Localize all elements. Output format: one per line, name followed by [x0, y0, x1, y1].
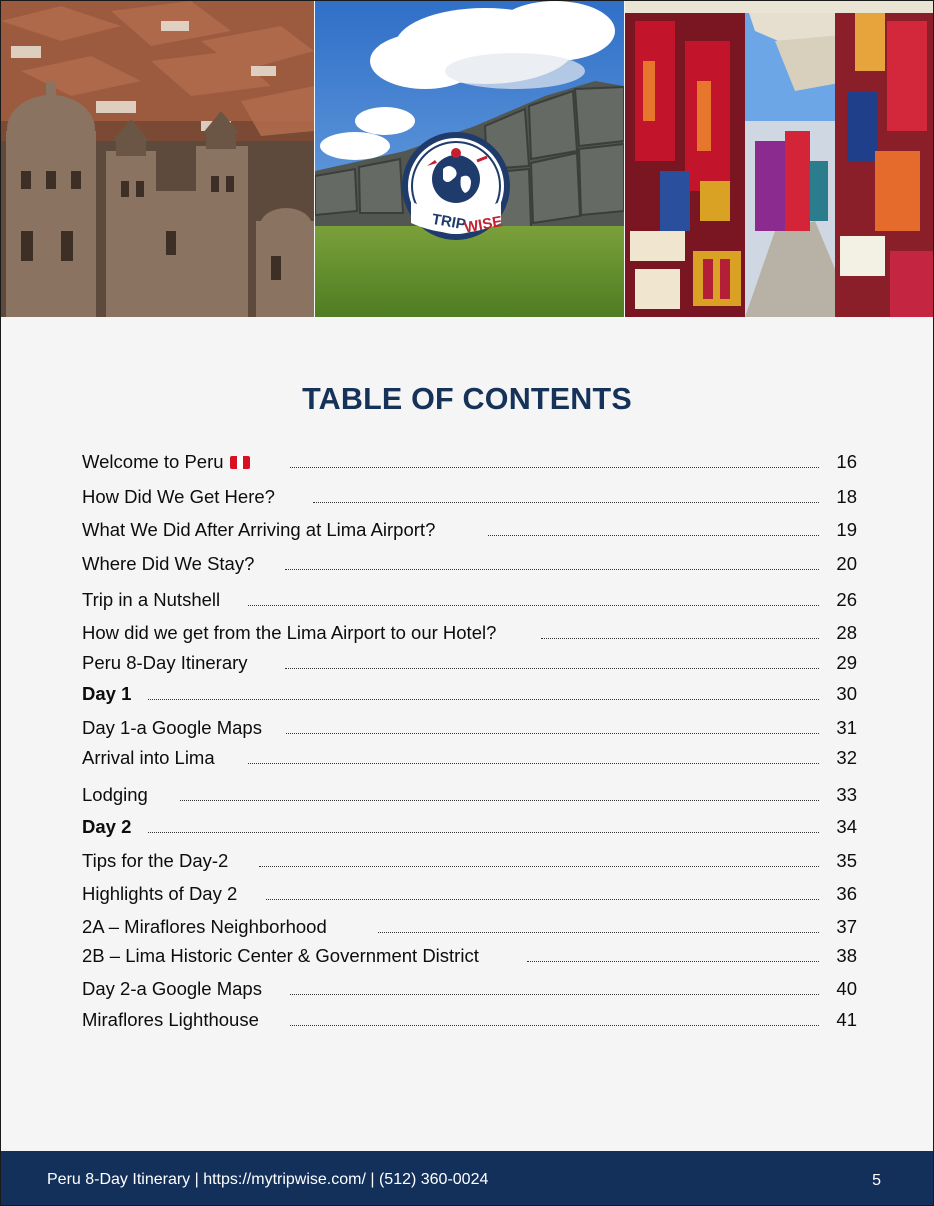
toc-entry[interactable]	[82, 715, 857, 739]
toc-entry-label: Where Did We Stay?	[82, 553, 255, 574]
toc-entry[interactable]	[82, 620, 857, 644]
toc-entry[interactable]	[82, 782, 857, 806]
toc-entry[interactable]	[82, 681, 857, 705]
toc-entry[interactable]	[82, 848, 857, 872]
toc-entry-page: 41	[836, 1009, 857, 1030]
toc-entry-label: Day 1-a Google Maps	[82, 717, 262, 738]
toc-entry-label	[82, 451, 250, 473]
footer-text: Peru 8-Day Itinerary | https://mytripwise.com/ | (512) 360-0024	[47, 1171, 489, 1188]
toc-entry-page: 35	[836, 850, 857, 871]
svg-text:WISE: WISE	[462, 213, 504, 237]
toc-entry-page: 16	[836, 451, 857, 472]
toc-entry-label: Day 1	[82, 683, 132, 704]
toc-entry-page: 37	[836, 916, 857, 937]
toc-entry-page: 33	[836, 784, 857, 805]
toc-dot-leader	[248, 605, 819, 606]
toc-entry[interactable]	[82, 517, 857, 541]
toc-dot-leader	[148, 699, 819, 700]
toc-dot-leader	[488, 535, 819, 536]
toc-entry[interactable]	[82, 914, 857, 938]
toc-entry-label: 2A – Miraflores Neighborhood	[82, 916, 327, 937]
toc-dot-leader	[248, 763, 819, 764]
toc-dot-leader	[286, 733, 819, 734]
toc-title: TABLE OF CONTENTS	[302, 382, 632, 416]
toc-dot-leader	[285, 668, 819, 669]
toc-dot-leader	[180, 800, 819, 801]
toc-entry-label: What We Did After Arriving at Lima Airport?	[82, 519, 436, 540]
toc-entry-page: 40	[836, 978, 857, 999]
toc-entry-page: 30	[836, 683, 857, 704]
toc-dot-leader	[378, 932, 819, 933]
toc-entry[interactable]	[82, 814, 857, 838]
toc-entry-page: 34	[836, 816, 857, 837]
toc-entry-label: Day 2-a Google Maps	[82, 978, 262, 999]
toc-entry-page: 19	[836, 519, 857, 540]
toc-entry-page: 18	[836, 486, 857, 507]
toc-entry-label: How did we get from the Lima Airport to our Hotel?	[82, 622, 497, 643]
toc-entry[interactable]	[82, 881, 857, 905]
footer-page-number: 5	[872, 1172, 881, 1189]
toc-dot-leader	[290, 467, 819, 468]
toc-entry-page: 28	[836, 622, 857, 643]
toc-entry-page: 32	[836, 747, 857, 768]
toc-entry-label: Arrival into Lima	[82, 747, 215, 768]
toc-entry-label: How Did We Get Here?	[82, 486, 275, 507]
toc-dot-leader	[290, 1025, 819, 1026]
toc-entry[interactable]	[82, 650, 857, 674]
toc-entry-label: Lodging	[82, 784, 148, 805]
toc-entry-page: 29	[836, 652, 857, 673]
toc-list	[1, 1, 933, 1101]
toc-dot-leader	[259, 866, 819, 867]
toc-entry-page: 31	[836, 717, 857, 738]
toc-dot-leader	[313, 502, 819, 503]
toc-dot-leader	[290, 994, 819, 995]
toc-dot-leader	[285, 569, 819, 570]
toc-entry[interactable]	[82, 943, 857, 967]
svg-text:TRIP: TRIP	[430, 210, 468, 234]
toc-entry-page: 20	[836, 553, 857, 574]
toc-entry-label: Peru 8-Day Itinerary	[82, 652, 248, 673]
page-footer	[1, 1151, 933, 1205]
toc-entry-label: Highlights of Day 2	[82, 883, 238, 904]
toc-entry-page: 36	[836, 883, 857, 904]
toc-entry[interactable]	[82, 1007, 857, 1031]
toc-entry-page: 26	[836, 589, 857, 610]
toc-entry-page: 38	[836, 945, 857, 966]
toc-entry[interactable]	[82, 587, 857, 611]
toc-entry-label: 2B – Lima Historic Center & Government District	[82, 945, 479, 966]
toc-entry[interactable]	[82, 976, 857, 1000]
toc-entry[interactable]	[82, 484, 857, 508]
peru-flag-icon	[230, 456, 250, 469]
toc-entry-label: Tips for the Day-2	[82, 850, 229, 871]
toc-entry[interactable]	[82, 551, 857, 575]
toc-dot-leader	[527, 961, 819, 962]
toc-entry[interactable]	[82, 745, 857, 769]
toc-entry-label: Miraflores Lighthouse	[82, 1009, 259, 1030]
toc-entry-label: Trip in a Nutshell	[82, 589, 221, 610]
toc-dot-leader	[148, 832, 819, 833]
toc-entry-text: Welcome to Peru	[82, 451, 224, 472]
toc-entry-label: Day 2	[82, 816, 132, 837]
toc-dot-leader	[266, 899, 819, 900]
toc-entry[interactable]	[82, 449, 857, 473]
toc-dot-leader	[541, 638, 819, 639]
